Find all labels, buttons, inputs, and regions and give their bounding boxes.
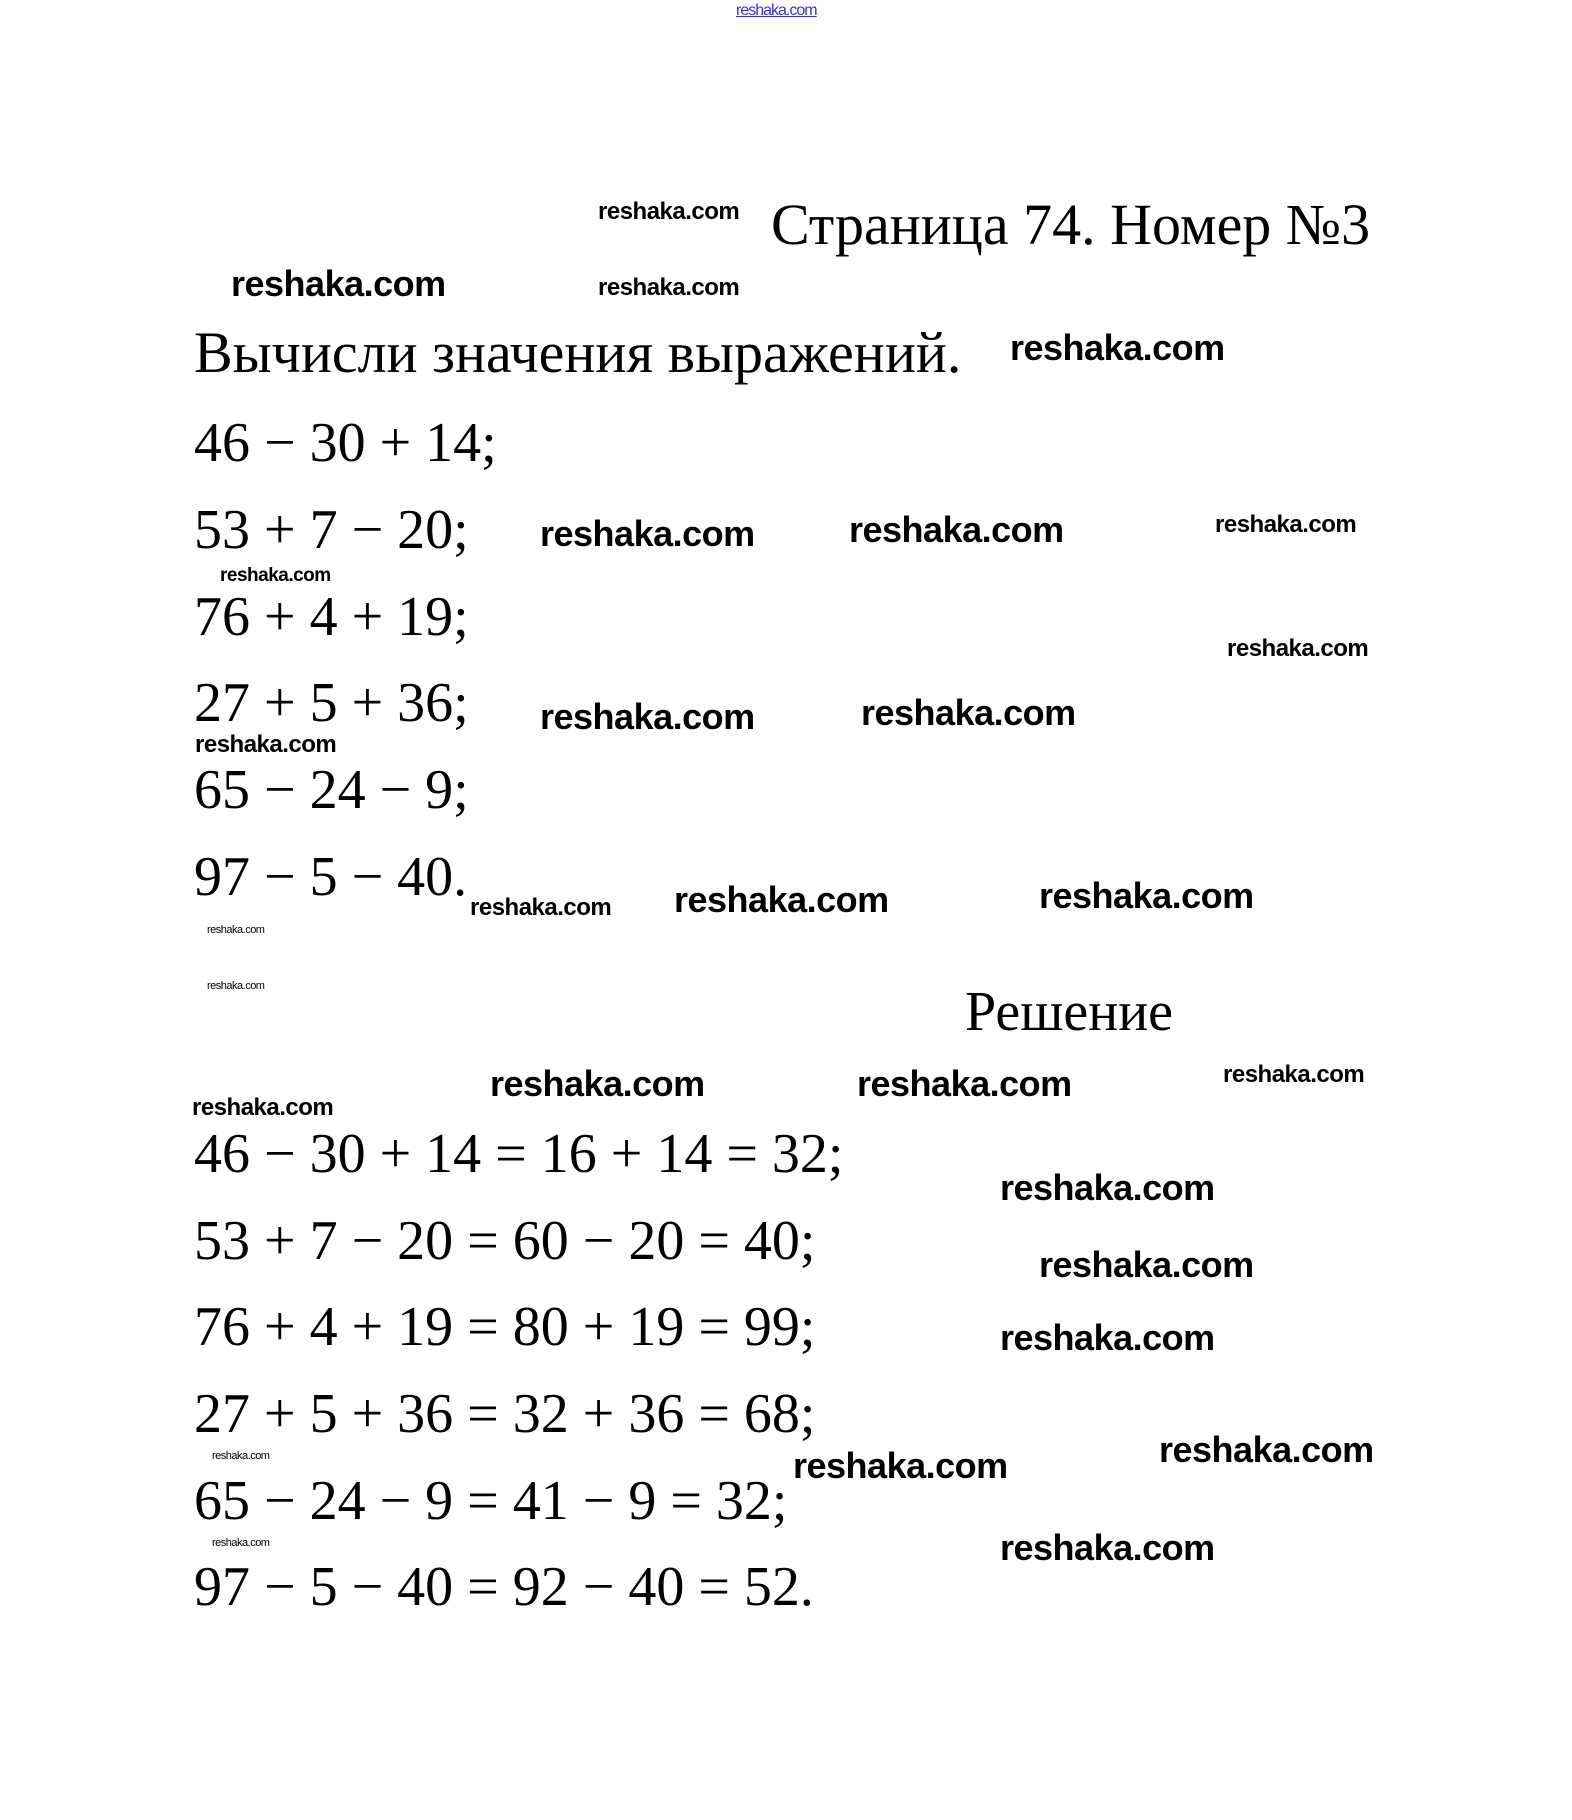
watermark: reshaka.com [1000,1527,1215,1568]
watermark: reshaka.com [220,565,331,586]
site-link[interactable]: reshaka.com [736,2,817,19]
expression: 97 − 5 − 40. [194,846,468,908]
solution-line: 65 − 24 − 9 = 41 − 9 = 32; [194,1470,788,1532]
solution-line: 27 + 5 + 36 = 32 + 36 = 68; [194,1383,816,1445]
watermark: reshaka.com [192,1094,334,1121]
watermark: reshaka.com [1215,511,1357,538]
watermark: reshaka.com [470,894,612,921]
solution-line: 46 − 30 + 14 = 16 + 14 = 32; [194,1123,844,1185]
expression: 27 + 5 + 36; [194,672,469,734]
watermark: reshaka.com [861,692,1076,733]
watermark: reshaka.com [212,1537,270,1549]
watermark: reshaka.com [793,1445,1008,1486]
expression: 65 − 24 − 9; [194,759,469,821]
watermark: reshaka.com [674,879,889,920]
expression: 53 + 7 − 20; [194,499,469,561]
task-statement: Вычисли значения выражений. [194,320,962,385]
watermark: reshaka.com [231,263,446,304]
expression: 46 − 30 + 14; [194,412,497,474]
watermark: reshaka.com [490,1063,705,1104]
watermark: reshaka.com [207,924,265,936]
watermark: reshaka.com [212,1450,270,1462]
watermark: reshaka.com [540,696,755,737]
watermark: reshaka.com [1039,875,1254,916]
watermark: reshaka.com [1000,1317,1215,1358]
watermark: reshaka.com [207,980,265,992]
watermark: reshaka.com [1010,327,1225,368]
solution-heading: Решение [965,981,1174,1043]
watermark: reshaka.com [540,513,755,554]
solution-line: 97 − 5 − 40 = 92 − 40 = 52. [194,1556,814,1618]
watermark: reshaka.com [598,274,740,301]
page-title: Страница 74. Номер №3 [771,192,1371,257]
expression: 76 + 4 + 19; [194,586,469,648]
solution-line: 76 + 4 + 19 = 80 + 19 = 99; [194,1296,816,1358]
watermark: reshaka.com [1227,635,1369,662]
watermark: reshaka.com [1039,1244,1254,1285]
watermark: reshaka.com [1223,1061,1365,1088]
watermark: reshaka.com [857,1063,1072,1104]
watermark: reshaka.com [598,198,740,225]
watermark: reshaka.com [849,509,1064,550]
watermark: reshaka.com [195,731,337,758]
watermark: reshaka.com [1000,1167,1215,1208]
solution-line: 53 + 7 − 20 = 60 − 20 = 40; [194,1210,816,1272]
watermark: reshaka.com [1159,1429,1374,1470]
